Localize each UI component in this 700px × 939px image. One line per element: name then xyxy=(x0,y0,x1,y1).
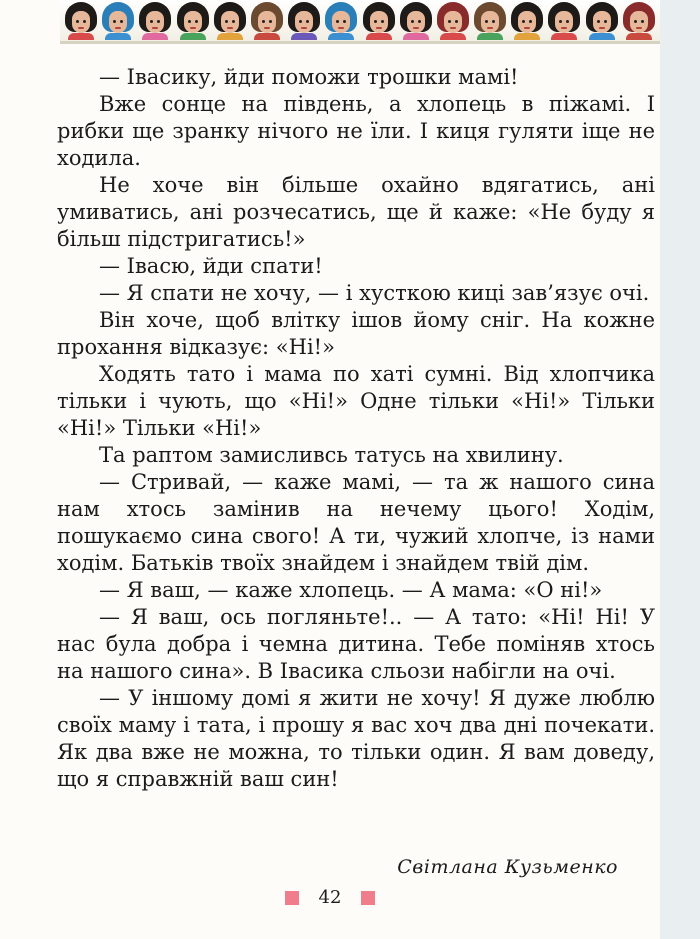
child-face-icon xyxy=(250,2,284,40)
pink-square-decoration xyxy=(285,891,299,905)
page-number-footer xyxy=(0,887,660,908)
page-number: 42 xyxy=(318,887,342,908)
story-paragraph: Та раптом замисливсь татусь на хвилину. xyxy=(99,443,564,467)
story-paragraph: — Я ваш, ось погляньте!.. — А тато: «Ні! Ні! У нас була добра і чемна дитина. Тебе поміняв хтось на нашого сина». В Івасика сльози набігли на очі. xyxy=(57,605,655,683)
story-paragraph: — Я ваш, — каже хлопець. — А мама: «О ні!» xyxy=(99,578,603,602)
child-face-icon xyxy=(399,2,433,40)
story-paragraph: Вже сонце на південь, а хлопець в піжамі. І рибки ще зранку нічого не їли. І киця гуляти іще не ходила. xyxy=(57,92,655,170)
child-face-icon xyxy=(362,2,396,40)
story-paragraph: — Стривай, — каже мамі, — та ж нашого сина нам хтось замінив на нечему цього! Ходім, пошукаємо сина свого! А ти, чужий хлопче, із нами ходім. Батьків твоїх знайдем і знайдем твій дім. xyxy=(57,470,655,575)
child-face-icon xyxy=(64,2,98,40)
child-face-icon xyxy=(510,2,544,40)
page-edge-margin xyxy=(660,0,700,939)
child-face-icon xyxy=(101,2,135,40)
story-paragraph: — Івасику, йди поможи трошки мамі! xyxy=(99,65,519,89)
story-paragraph: Ходять тато і мама по хаті сумні. Від хлопчика тільки і чують, що «Ні!» Одне тільки «Ні!» Тільки «Ні!» Тільки «Ні!» xyxy=(57,362,655,440)
story-text xyxy=(57,64,655,793)
children-faces-banner xyxy=(60,0,660,44)
child-face-icon xyxy=(473,2,507,40)
child-face-icon xyxy=(213,2,247,40)
child-face-icon xyxy=(436,2,470,40)
child-face-icon xyxy=(324,2,358,40)
story-paragraph: — Івасю, йди спати! xyxy=(99,254,323,278)
child-face-icon xyxy=(622,2,656,40)
child-face-icon xyxy=(287,2,321,40)
story-paragraph: — Я спати не хочу, — і хусткою киці зав’язує очі. xyxy=(99,281,650,305)
story-paragraph: Не хоче він більше охайно вдягатись, ані умиватись, ані розчесатись, ще й каже: «Не буду я більш підстригатись!» xyxy=(57,173,655,251)
child-face-icon xyxy=(138,2,172,40)
pink-square-decoration xyxy=(361,891,375,905)
story-paragraph: — У іншому домі я жити не хочу! Я дуже люблю своїх маму і тата, і прошу я вас хоч два дні почекати. Як два вже не можна, то тільки один. Я вам доведу, що я справжній ваш син! xyxy=(57,686,655,791)
story-paragraph: Він хоче, щоб влітку ішов йому сніг. На кожне прохання відказує: «Ні!» xyxy=(57,308,655,359)
author-signature: Світлана Кузьменко xyxy=(397,856,618,878)
child-face-icon xyxy=(585,2,619,40)
child-face-icon xyxy=(547,2,581,40)
child-face-icon xyxy=(176,2,210,40)
